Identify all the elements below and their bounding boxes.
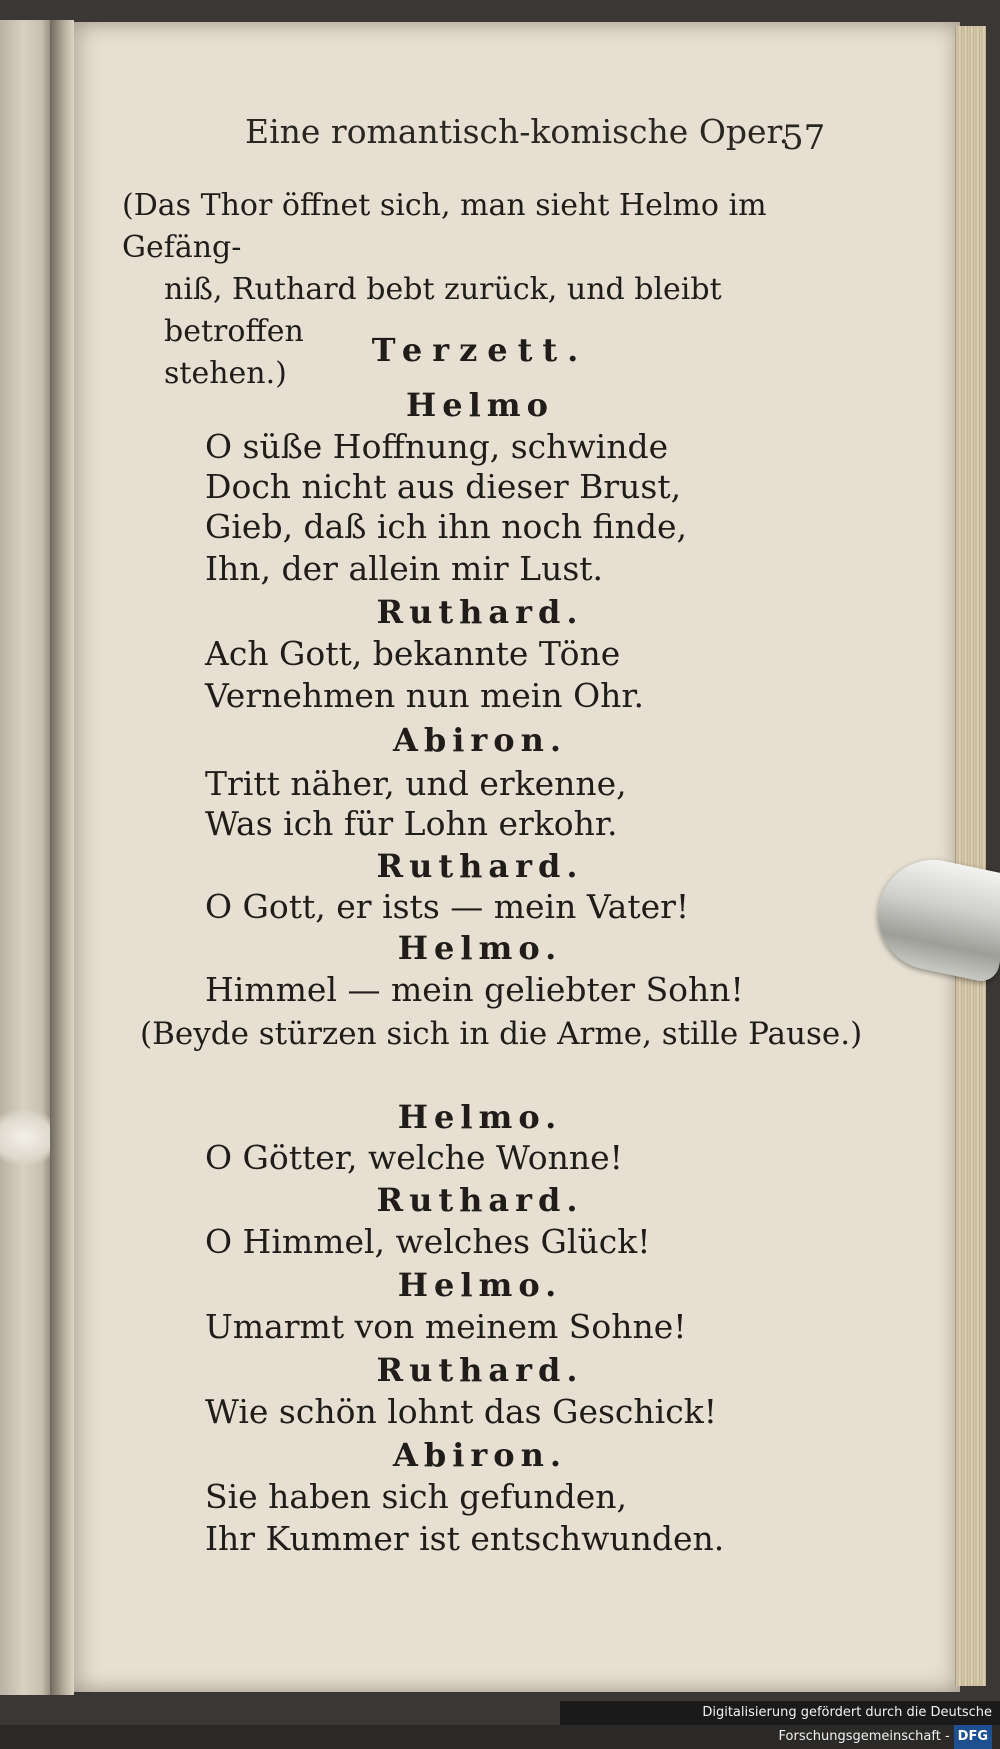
left-page-edge xyxy=(0,20,52,1695)
speaker-name: Abiron. xyxy=(393,1436,567,1474)
verse-line: Umarmt von meinem Sohne! xyxy=(205,1307,687,1346)
page-number: 57 xyxy=(782,118,826,158)
dfg-logo: DFG xyxy=(954,1725,992,1749)
speaker-name: Ruthard. xyxy=(376,847,584,885)
speaker-name: Ruthard. xyxy=(376,1181,584,1219)
stage-direction-line: niß, Ruthard bebt zurück, und bleibt betroffen xyxy=(164,272,722,349)
speaker-name: Helmo. xyxy=(397,1098,563,1136)
stage-direction-line: (Das Thor öffnet sich, man sieht Helmo im Gefäng- xyxy=(122,188,767,265)
verse-line: Wie schön lohnt das Geschick! xyxy=(205,1392,717,1431)
speaker-name: Helmo. xyxy=(397,1266,563,1304)
running-title: Eine romantisch-komische Oper. xyxy=(245,112,790,151)
page-edges xyxy=(955,26,986,1686)
verse-line: O Gott, er ists — mein Vater! xyxy=(205,887,690,926)
speaker-name: Ruthard. xyxy=(376,593,584,631)
stage-direction-line: stehen.) xyxy=(164,356,287,391)
footer-text: Digitalisierung gefördert durch die Deutsche Forschungsgemeinschaft - xyxy=(702,1705,992,1744)
digitization-footer xyxy=(560,1701,1000,1744)
speaker-name: Ruthard. xyxy=(376,1351,584,1389)
verse-line: Vernehmen nun mein Ohr. xyxy=(205,676,645,715)
verse-line: Was ich für Lohn erkohr. xyxy=(205,804,618,843)
speaker-name: Abiron. xyxy=(393,721,567,759)
speaker-name: Helmo. xyxy=(397,929,563,967)
verse-line: Gieb, daß ich ihn noch finde, xyxy=(205,507,687,546)
verse-line: Ach Gott, bekannte Töne xyxy=(205,634,621,673)
verse-line: O Götter, welche Wonne! xyxy=(205,1138,623,1177)
verse-line: O Himmel, welches Glück! xyxy=(205,1222,651,1261)
verse-line: O süße Hoffnung, schwinde xyxy=(205,427,669,466)
speaker-name: Helmo xyxy=(406,386,554,424)
section-title: Terzett. xyxy=(371,331,589,369)
verse-line: Doch nicht aus dieser Brust, xyxy=(205,467,682,506)
verse-line: Sie haben sich gefunden, xyxy=(205,1477,627,1516)
verse-line: Tritt näher, und erkenne, xyxy=(205,764,627,803)
verse-line: Ihn, der allein mir Lust. xyxy=(205,549,604,588)
book-gutter xyxy=(50,20,74,1695)
verse-line: Himmel — mein geliebter Sohn! xyxy=(205,970,744,1009)
stage-direction-2: (Beyde stürzen sich in die Arme, stille Pause.) xyxy=(140,1016,863,1052)
verse-line: Ihr Kummer ist entschwunden. xyxy=(205,1519,725,1558)
